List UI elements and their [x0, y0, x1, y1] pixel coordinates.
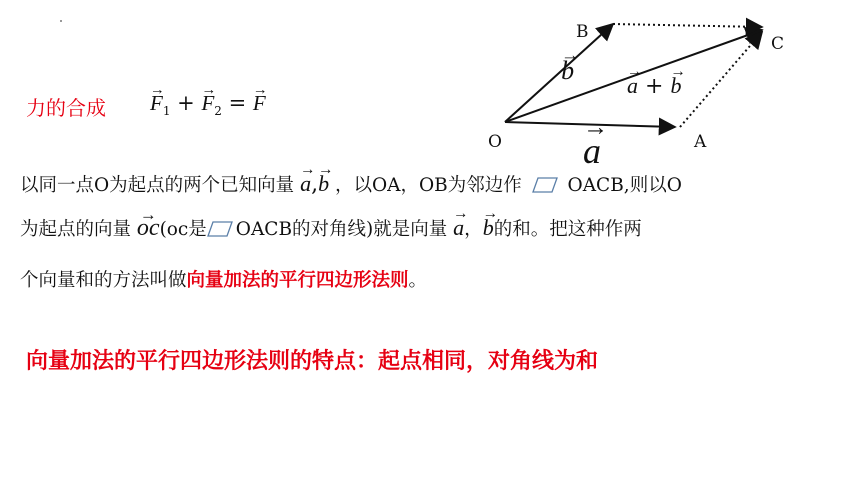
dotted-ac-arrow: [680, 32, 762, 127]
formula-f2: → F: [201, 91, 214, 116]
p1-text-b: ，以OA，OB为邻边作: [334, 175, 522, 196]
p1-vec-b: → b: [318, 171, 329, 197]
parallelogram-icon: [532, 177, 558, 193]
point-a-label: A: [694, 132, 707, 152]
vector-ob-arrow: [505, 24, 613, 122]
sum-plus: +: [645, 74, 664, 99]
p3-text-a: 个向量和的方法叫做: [20, 270, 187, 291]
p1-vec-a: → a: [300, 171, 311, 197]
paragraph-line-2: [20, 215, 642, 242]
section-label: 力的合成: [26, 96, 106, 120]
formula-eq: =: [228, 91, 247, 115]
formula-f2-sub: 2: [214, 104, 222, 119]
parallelogram-rule-highlight: 向量加法的平行四边形法则: [186, 270, 409, 291]
sum-b: → b: [670, 73, 681, 99]
p1-text-a: 以同一点O为起点的两个已知向量: [20, 175, 295, 196]
p2-comma: ，: [464, 219, 483, 240]
p2-vec-a: → a: [453, 215, 464, 241]
p2-text-a: 为起点的向量: [20, 219, 132, 240]
summary-text: 向量加法的平行四边形法则的特点：起点相同，对角线为和: [26, 349, 599, 374]
p2-text-c: OACB的对角线)就是向量: [235, 219, 448, 240]
point-o-label: O: [488, 132, 502, 152]
p2-text-d: 的和。把这种作两: [493, 219, 642, 240]
paragraph-line-1: [20, 171, 682, 197]
p3-text-end: 。: [408, 270, 428, 291]
vector-sum-label: [627, 73, 681, 99]
p1-text-c: OACB,则以O: [567, 175, 682, 196]
p2-vec-b: → b: [483, 215, 494, 241]
p2-vec-oc: → oc: [137, 215, 160, 242]
formula-f1: → F: [150, 91, 163, 116]
formula-f1-sub: 1: [162, 104, 171, 119]
paragraph-line-3: [20, 266, 427, 292]
parallelogram-icon: [207, 221, 233, 237]
p2-text-b: (oc是: [159, 219, 207, 240]
sum-a: → a: [627, 73, 638, 99]
p1-comma: ,: [311, 172, 319, 197]
formula-f: → F: [253, 91, 266, 116]
formula-plus: +: [177, 91, 195, 115]
point-c-label: C: [771, 34, 785, 54]
vector-b-label: → b: [561, 56, 574, 86]
vector-a-label: → a: [583, 130, 601, 172]
point-b-label: B: [576, 22, 589, 42]
dotted-bc-arrow: [613, 24, 762, 27]
